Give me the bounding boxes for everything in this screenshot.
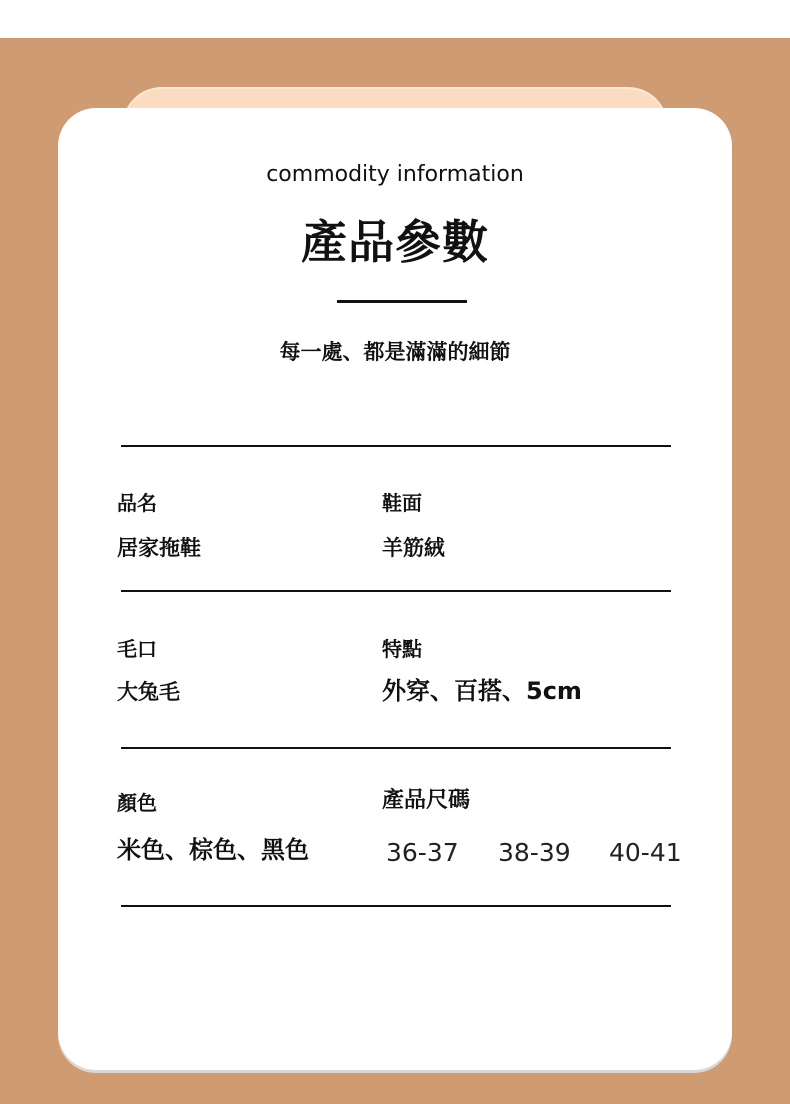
size-option: 38-39 [498, 838, 571, 867]
divider-top [121, 445, 671, 447]
size-option: 40-41 [609, 838, 682, 867]
spec-label-upper: 鞋面 [382, 491, 422, 515]
spec-value-upper: 羊筋絨 [382, 536, 445, 560]
spec-label-color: 顏色 [117, 791, 157, 815]
divider-bottom [121, 905, 671, 907]
spec-label-feature: 特點 [382, 637, 422, 661]
spec-value-name: 居家拖鞋 [117, 536, 201, 560]
spec-value-feature: 外穿、百搭、5cm [382, 677, 582, 705]
tagline: 每一處、都是滿滿的細節 [279, 340, 511, 364]
spec-label-name: 品名 [117, 491, 157, 515]
size-option: 36-37 [386, 838, 459, 867]
divider-row-1 [121, 590, 671, 592]
title-underline [337, 300, 467, 303]
top-white-strip [0, 0, 790, 38]
subtitle-english: commodity information [266, 162, 524, 187]
spec-label-trim: 毛口 [117, 637, 157, 661]
divider-row-2 [121, 747, 671, 749]
page-title: 產品參數 [301, 215, 489, 269]
spec-value-color: 米色、棕色、黑色 [117, 836, 309, 864]
spec-label-sizes: 產品尺碼 [382, 788, 471, 813]
spec-value-trim: 大兔毛 [117, 680, 180, 704]
